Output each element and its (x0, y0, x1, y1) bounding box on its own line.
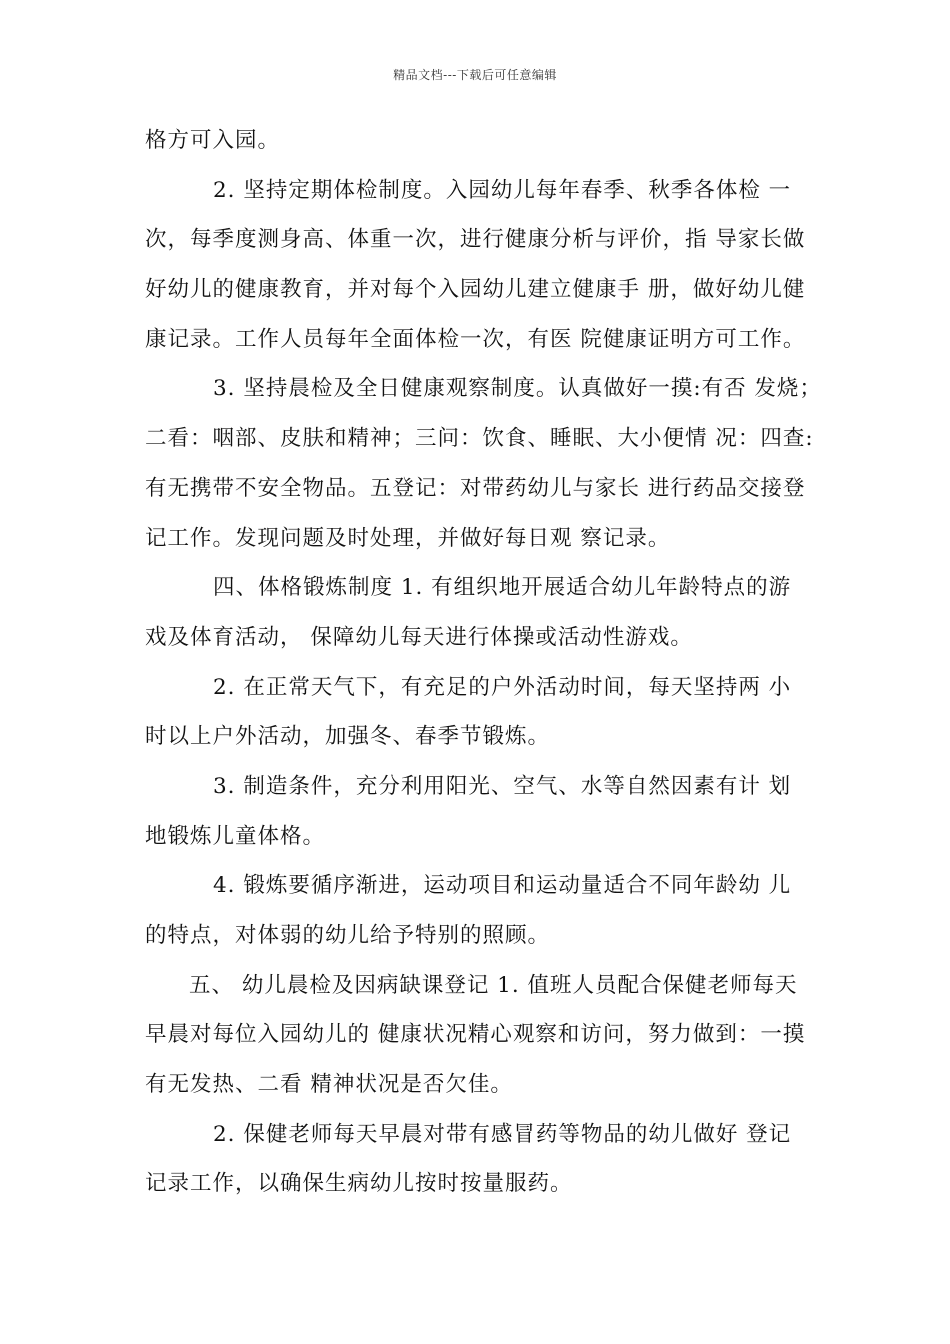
text-line: 四、体格锻炼制度 1. 有组织地开展适合幼儿年龄特点的游 (213, 575, 792, 601)
text-line: 有无发热、二看 精神状况是否欠佳。 (145, 1072, 513, 1098)
text-line: 地锻炼儿童体格。 (145, 823, 326, 849)
text-line: 次，每季度测身高、体重一次，进行健康分析与评价，指 导家长做 (145, 227, 806, 253)
text-line: 五、 幼儿晨检及因病缺课登记 1. 值班人员配合保健老师每天 (189, 972, 798, 998)
text-line: 格方可入园。 (145, 128, 281, 153)
text-line: 早晨对每位入园幼儿的 健康状况精心观察和访问，努力做到：一摸 (145, 1022, 806, 1048)
text-line: 记工作。发现问题及时处理，并做好每日观 察记录。 (145, 525, 671, 551)
text-line: 2. 保健老师每天早晨对带有感冒药等物品的幼儿做好 登记 (213, 1121, 792, 1147)
text-line: 3. 坚持晨检及全日健康观察制度。认真做好一摸:有否 发烧； (213, 376, 822, 402)
document-body (145, 128, 822, 1221)
text-line: 康记录。工作人员每年全面体检一次，有医 院健康证明方可工作。 (145, 326, 806, 352)
text-line: 记录工作，以确保生病幼儿按时按量服药。 (145, 1171, 573, 1197)
text-line: 3. 制造条件，充分利用阳光、空气、水等自然因素有计 划 (213, 773, 792, 799)
text-line: 4. 锻炼要循序渐进，运动项目和运动量适合不同年龄幼 儿 (213, 873, 792, 899)
page-header: 精品文档---下载后可任意编辑 (393, 68, 557, 82)
text-line: 2. 坚持定期体检制度。入园幼儿每年春季、秋季各体检 一 (213, 177, 792, 203)
text-line: 戏及体育活动， 保障幼儿每天进行体操或活动性游戏。 (145, 624, 693, 650)
text-line: 有无携带不安全物品。五登记：对带药幼儿与家长 进行药品交接登 (145, 475, 806, 501)
text-line: 时以上户外活动，加强冬、春季节锻炼。 (145, 724, 551, 750)
text-line: 的特点，对体弱的幼儿给予特别的照顾。 (145, 923, 551, 948)
text-line: 好幼儿的健康教育，并对每个入园幼儿建立健康手 册，做好幼儿健 (145, 277, 806, 303)
text-line: 2. 在正常天气下，有充足的户外活动时间，每天坚持两 小 (213, 674, 792, 700)
text-line: 二看：咽部、皮肤和精神；三问：饮食、睡眠、大小便情 况：四查: (145, 426, 814, 452)
